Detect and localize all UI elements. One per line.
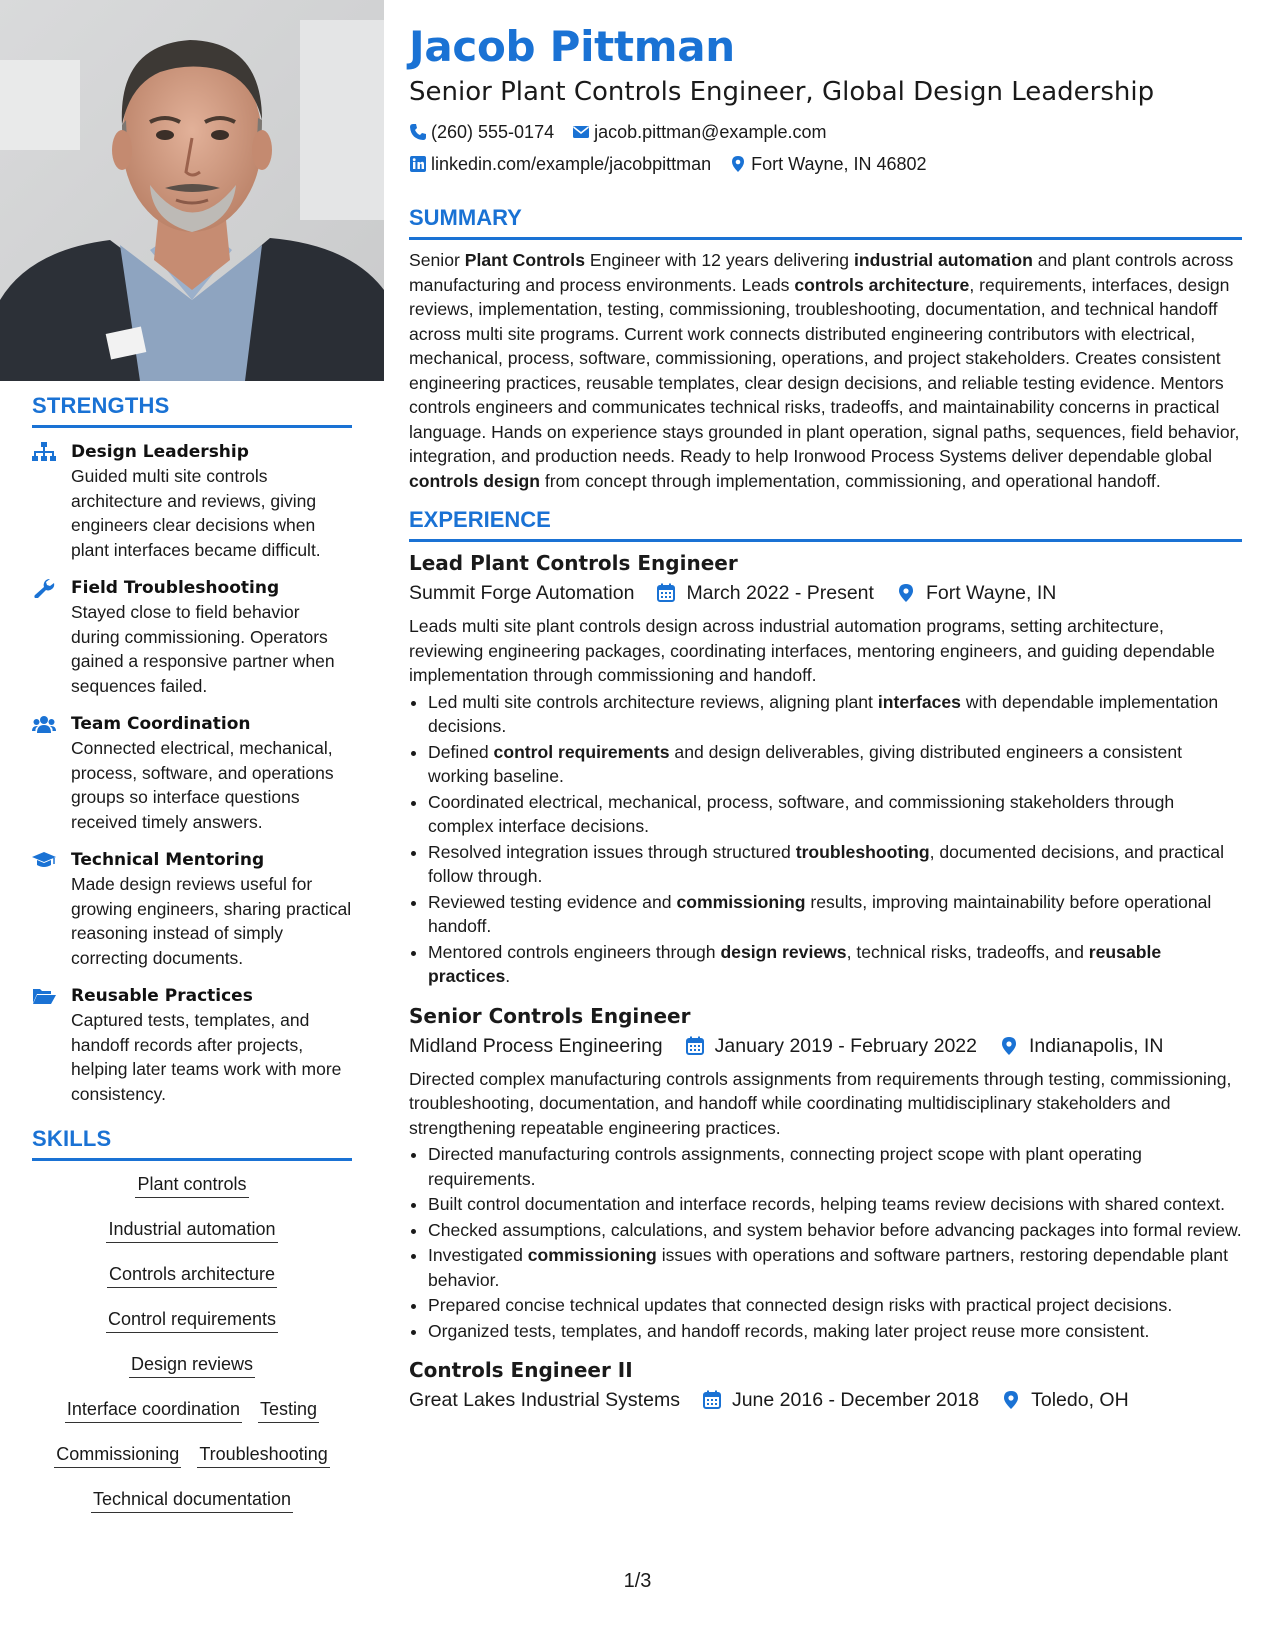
email-text: jacob.pittman@example.com (594, 122, 827, 142)
summary-heading: SUMMARY (409, 205, 1242, 240)
graduation-cap-icon (32, 850, 56, 870)
bullet-item (428, 890, 1242, 939)
text-run: and plant controls across manufacturing and process environments. Leads (409, 250, 1234, 295)
bold-text: controls design (409, 470, 540, 491)
skills-heading: SKILLS (32, 1126, 352, 1161)
wrench-icon (32, 578, 56, 598)
bullet-item (428, 940, 1242, 989)
job-location: Fort Wayne, IN (925, 582, 1057, 604)
skill-tag: Commissioning (54, 1441, 181, 1468)
strength-description: Made design reviews useful for growing engineers, sharing practical reasoning instead of simply correcting documents. (71, 874, 352, 968)
text-run: Directed manufacturing controls assignments, connecting project scope with plant operating requirements. (428, 1144, 1142, 1189)
text-run: issues with operations and software partners, restoring dependable plant behavior. (428, 1245, 1228, 1290)
bullet-item (428, 1142, 1242, 1191)
bullet-item (428, 690, 1242, 739)
contact-email[interactable] (572, 116, 826, 148)
contact-phone[interactable] (409, 116, 554, 148)
contact-linkedin[interactable] (409, 148, 711, 180)
text-run: Built control documentation and interface records, helping teams review decisions with shared context. (428, 1194, 1226, 1214)
bold-text: design reviews (720, 941, 847, 962)
job-meta (409, 1385, 1242, 1415)
text-run: Led multi site controls architecture reviews, aligning plant (428, 691, 878, 712)
skill-tag: Interface coordination (65, 1396, 242, 1423)
calendar-icon (685, 1036, 705, 1056)
text-run: , requirements, interfaces, design reviews, implementation, testing, commissioning, troubleshooting, documentation, and technical handoff across multi site programs. Current work connects distributed engineering contributors with electrical, mechanical, process, software, commissioning, operations, and project stakeholders. Creates consistent engineering practices, reusable templates, clear design decisions, and reliable testing evidence. Mentors controls engineers and communicates technical risks, tradeoffs, and maintainability concerns in practical language. Hands on experience stays grounded in plant operation, signal paths, sequences, field behavior, integration, and production needs. Ready to help Ironwood Process Systems deliver dependable global (409, 274, 1240, 466)
strength-item (32, 576, 352, 698)
location-text: Fort Wayne, IN 46802 (751, 154, 927, 174)
strength-description: Guided multi site controls architecture and reviews, giving engineers clear decisions when plant interfaces became difficult. (71, 466, 321, 560)
strength-item (32, 984, 352, 1106)
job-list (409, 548, 1242, 1415)
job-description: Leads multi site plant controls design across industrial automation programs, setting architecture, reviewing engineering packages, coordinating interfaces, mentoring engineers, and guiding dependable implementation through commissioning and handoff. (409, 616, 1215, 685)
text-run: Reviewed testing evidence and (428, 891, 677, 912)
strength-title: Design Leadership (71, 442, 249, 462)
profile-photo-illustration (0, 0, 384, 381)
phone-icon (409, 123, 427, 141)
bold-text: commissioning (676, 891, 806, 912)
company-name: Great Lakes Industrial Systems (409, 1389, 680, 1411)
candidate-name: Jacob Pittman (409, 22, 735, 71)
job-entry (409, 548, 1242, 989)
text-run: Organized tests, templates, and handoff records, making later project reuse more consistent. (428, 1320, 1150, 1341)
bullet-item (428, 1293, 1242, 1318)
skill-tag: Troubleshooting (197, 1441, 329, 1468)
bullet-item (428, 1319, 1242, 1344)
bold-text: troubleshooting (795, 841, 930, 862)
linkedin-text: linkedin.com/example/jacobpittman (431, 154, 712, 174)
candidate-headline: Senior Plant Controls Engineer, Global Design Leadership (409, 77, 1155, 107)
bullet-item (428, 790, 1242, 839)
strength-item (32, 848, 352, 970)
strength-title: Reusable Practices (71, 986, 253, 1006)
contact-row (409, 116, 1242, 148)
map-pin-icon (729, 155, 747, 173)
job-meta (409, 1031, 1242, 1061)
skills-list (32, 1171, 352, 1517)
calendar-icon (656, 583, 676, 603)
calendar-icon (702, 1390, 722, 1410)
strength-title: Field Troubleshooting (71, 578, 280, 598)
company-name: Midland Process Engineering (409, 1034, 663, 1057)
text-run: with dependable implementation decisions. (428, 691, 1219, 736)
job-entry (409, 1001, 1242, 1344)
text-run: Checked assumptions, calculations, and system behavior before advancing packages into formal review. (428, 1219, 1242, 1240)
bullet-item (428, 1192, 1242, 1217)
summary-text (409, 248, 1242, 493)
strength-description: Stayed close to field behavior during commissioning. Operators gained a responsive partner when sequences failed. (71, 602, 335, 696)
strength-description: Connected electrical, mechanical, process, software, and operations groups so interface questions received timely answers. (71, 738, 334, 832)
experience-heading: EXPERIENCE (409, 507, 1242, 542)
contact-row (409, 148, 1242, 180)
text-run: and design deliverables, giving distributed engineers a consistent working baseline. (428, 741, 1183, 786)
company-name: Summit Forge Automation (409, 582, 635, 604)
contact-location (729, 148, 926, 180)
skill-tag: Technical documentation (91, 1486, 293, 1513)
skill-tag: Control requirements (106, 1306, 278, 1333)
job-bullets (409, 690, 1242, 989)
text-run: Defined (428, 741, 494, 762)
users-icon (32, 714, 56, 734)
strength-title: Team Coordination (71, 714, 251, 734)
bold-text: commissioning (527, 1245, 657, 1265)
map-pin-icon (999, 1036, 1019, 1056)
job-dates: January 2019 - February 2022 (714, 1034, 977, 1057)
linkedin-icon (409, 155, 427, 173)
profile-photo (0, 0, 384, 381)
job-meta (409, 578, 1242, 608)
text-run: results, improving maintainability before operational handoff. (428, 891, 1212, 936)
skill-tag: Design reviews (129, 1351, 255, 1378)
bold-text: Plant Controls (464, 250, 585, 270)
job-title: Controls Engineer II (409, 1358, 633, 1382)
folder-open-icon (32, 986, 56, 1006)
envelope-icon (572, 123, 590, 141)
text-run: Investigated (428, 1245, 528, 1265)
skill-tag: Testing (258, 1396, 319, 1423)
job-title: Lead Plant Controls Engineer (409, 551, 738, 575)
strengths-section (32, 393, 352, 1106)
strength-title: Technical Mentoring (71, 850, 265, 870)
experience-section (409, 507, 1242, 1415)
job-description: Directed complex manufacturing controls assignments from requirements through testing, commissioning, troubleshooting, documentation, and handoff while coordinating multidisciplinary stakeholders and strengthening repeatable engineering practices. (409, 1068, 1232, 1138)
job-dates: March 2022 - Present (686, 582, 874, 604)
phone-text: (260) 555-0174 (431, 122, 555, 142)
text-run: , documented decisions, and practical follow through. (428, 841, 1224, 886)
text-run: Coordinated electrical, mechanical, process, software, and commissioning stakeholders through complex interface decisions. (428, 791, 1175, 836)
summary-section (409, 205, 1242, 493)
text-run: Engineer with 12 years delivering (584, 250, 854, 270)
main-content (409, 20, 1242, 1415)
job-location: Toledo, OH (1031, 1389, 1129, 1411)
text-run: Senior (409, 250, 465, 270)
text-run: Prepared concise technical updates that connected design risks with practical project decisions. (428, 1295, 1173, 1315)
strength-item (32, 440, 352, 562)
job-dates: June 2016 - December 2018 (731, 1389, 980, 1411)
text-run: from concept through implementation, commissioning, and operational handoff. (540, 470, 1161, 491)
skill-tag: Plant controls (135, 1171, 248, 1198)
bold-text: industrial automation (853, 250, 1033, 270)
bold-text: control requirements (493, 741, 670, 762)
text-run: Resolved integration issues through structured (428, 841, 796, 862)
bullet-item (428, 1243, 1242, 1292)
text-run: Mentored controls engineers through (428, 941, 721, 962)
strengths-heading: STRENGTHS (32, 393, 352, 428)
page-number: 1/3 (623, 1570, 652, 1592)
bold-text: reusable practices (428, 941, 1162, 986)
sitemap-icon (32, 442, 56, 462)
bullet-item (428, 1218, 1242, 1243)
bullet-item (428, 740, 1242, 789)
skill-tag: Industrial automation (106, 1216, 277, 1243)
map-pin-icon (896, 583, 916, 603)
job-entry (409, 1355, 1242, 1415)
map-pin-icon (1001, 1390, 1021, 1410)
skill-tag: Controls architecture (107, 1261, 277, 1288)
bullet-item (428, 840, 1242, 889)
job-bullets (409, 1142, 1242, 1343)
strength-description: Captured tests, templates, and handoff records after projects, helping later teams work with more consistency. (71, 1010, 342, 1104)
bold-text: interfaces (877, 691, 961, 712)
job-title: Senior Controls Engineer (409, 1003, 691, 1028)
job-location: Indianapolis, IN (1028, 1034, 1164, 1057)
skills-section (32, 1126, 352, 1531)
text-run: , technical risks, tradeoffs, and (846, 941, 1089, 962)
text-run: . (505, 966, 511, 986)
strength-item (32, 712, 352, 834)
bold-text: controls architecture (794, 274, 970, 295)
